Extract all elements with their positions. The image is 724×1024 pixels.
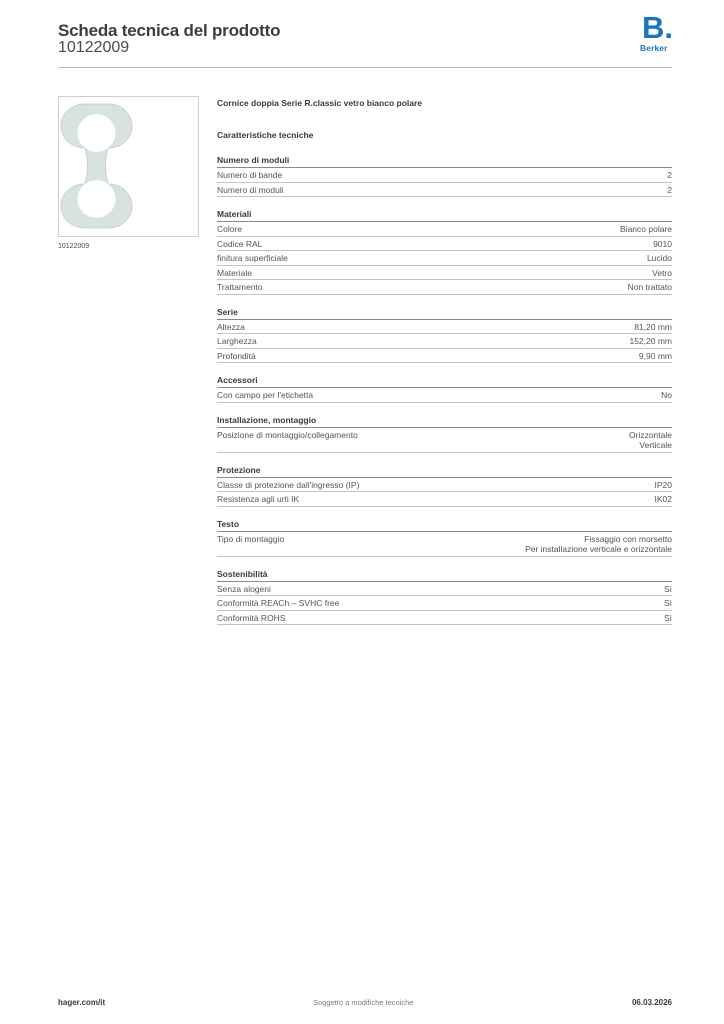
- spec-value-line: Per installazione verticale e orizzontale: [525, 544, 672, 554]
- section-heading: Testo: [217, 518, 672, 532]
- spec-value: [664, 613, 672, 624]
- double-frame-image: [59, 97, 198, 236]
- spec-label: Numero di bande: [217, 170, 283, 180]
- section-heading: Numero di moduli: [217, 154, 672, 168]
- tech-heading: Caratteristiche tecniche: [217, 130, 314, 140]
- spec-value-line: IK02: [654, 494, 672, 504]
- section-heading: Serie: [217, 306, 672, 320]
- spec-section: [217, 374, 672, 403]
- spec-value-line: Fissaggio con morsetto: [584, 533, 672, 544]
- spec-sections: [217, 154, 672, 625]
- spec-label: Materiale: [217, 267, 252, 278]
- spec-section: [217, 208, 672, 295]
- spec-label: finitura superficiale: [217, 253, 288, 263]
- spec-value: [647, 253, 672, 264]
- spec-value: [620, 224, 672, 235]
- spec-value: [639, 351, 672, 362]
- spec-value: [652, 268, 672, 279]
- product-image-box: [58, 96, 199, 237]
- spec-label: Classe di protezione dall'ingresso (IP): [217, 479, 360, 490]
- frame-opening-bottom: [78, 180, 116, 218]
- spec-row: [217, 222, 672, 237]
- spec-label: Codice RAL: [217, 238, 263, 249]
- spec-row: [217, 266, 672, 281]
- spec-value-line: Orizzontale: [629, 429, 672, 440]
- spec-section: [217, 568, 672, 626]
- spec-row: [217, 251, 672, 266]
- header-divider: [58, 67, 672, 68]
- spec-row: [217, 334, 672, 349]
- spec-content: [217, 96, 672, 625]
- footer-date: 06.03.2026: [631, 998, 672, 1007]
- spec-row: [217, 428, 672, 453]
- spec-value: [661, 390, 672, 401]
- spec-row: [217, 168, 672, 183]
- spec-label: Con campo per l'etichetta: [217, 390, 314, 400]
- spec-section: [217, 414, 672, 453]
- spec-value: [525, 534, 672, 555]
- spec-label: Senza alogeni: [217, 583, 271, 594]
- section-heading: Sostenibilità: [217, 568, 672, 582]
- spec-row: [217, 349, 672, 364]
- spec-label: Conformità REACh – SVHC free: [217, 598, 340, 608]
- spec-value-line: IP20: [654, 479, 672, 490]
- spec-label: Larghezza: [217, 336, 257, 346]
- spec-row: [217, 388, 672, 403]
- spec-value: [655, 480, 673, 491]
- logo-letter: B.: [642, 10, 673, 45]
- spec-value: [664, 598, 672, 609]
- berker-logo: [640, 10, 674, 56]
- spec-row: [217, 611, 672, 626]
- spec-row: [217, 492, 672, 507]
- spec-value-line: Sì: [663, 598, 672, 608]
- spec-value: [634, 322, 672, 333]
- spec-label: Conformità ROHS: [217, 612, 286, 623]
- spec-value-line: Sì: [663, 612, 672, 623]
- spec-label: Tipo di montaggio: [217, 533, 285, 544]
- spec-value: [667, 170, 672, 181]
- spec-value-line: 2: [667, 184, 672, 195]
- spec-label: Altezza: [217, 321, 245, 332]
- spec-value-line: Lucido: [646, 253, 672, 263]
- logo-wordmark: Berker: [640, 43, 668, 53]
- spec-row: [217, 596, 672, 611]
- product-number: 10122009: [58, 39, 130, 56]
- spec-label: Numero di moduli: [217, 184, 284, 195]
- spec-value-line: Sì: [663, 583, 672, 594]
- spec-value: [655, 494, 673, 505]
- spec-row: [217, 532, 672, 557]
- spec-value-line: Bianco polare: [620, 224, 672, 234]
- footer-website: hager.com/it: [58, 998, 106, 1007]
- spec-value: [667, 185, 672, 196]
- spec-label: Profondità: [217, 350, 256, 361]
- spec-value-line: 81,20 mm: [634, 321, 672, 332]
- page-title: Scheda tecnica del prodotto: [58, 21, 281, 40]
- spec-section: [217, 154, 672, 197]
- spec-section: [217, 306, 672, 364]
- spec-value: [628, 282, 672, 293]
- frame-opening-top: [78, 114, 116, 152]
- spec-label: Trattamento: [217, 282, 263, 292]
- spec-section: [217, 464, 672, 507]
- spec-value: [653, 239, 672, 250]
- spec-value-line: 2: [667, 170, 672, 180]
- section-heading: Protezione: [217, 464, 672, 478]
- spec-value-line: Non trattato: [627, 282, 672, 292]
- spec-row: [217, 320, 672, 335]
- spec-value-line: 9010: [653, 238, 672, 249]
- spec-value: [629, 336, 672, 347]
- spec-row: [217, 237, 672, 252]
- spec-value-line: No: [661, 390, 672, 400]
- spec-row: [217, 183, 672, 198]
- spec-value: [629, 430, 672, 451]
- section-heading: Installazione, montaggio: [217, 414, 672, 428]
- spec-value: [664, 584, 672, 595]
- spec-value-line: Vetro: [652, 267, 672, 278]
- image-caption: 10122009: [58, 243, 90, 250]
- section-heading: Accessori: [217, 374, 672, 388]
- spec-row: [217, 582, 672, 597]
- product-title: Cornice doppia Serie R.classic vetro bianco polare: [217, 98, 423, 108]
- section-heading: Materiali: [217, 208, 672, 222]
- spec-value-line: 152,20 mm: [629, 336, 672, 346]
- spec-label: Colore: [217, 224, 243, 234]
- spec-section: [217, 518, 672, 557]
- spec-value-line: Verticale: [639, 440, 672, 450]
- spec-row: [217, 280, 672, 295]
- footer-note: Soggetto a modifiche tecniche: [313, 998, 414, 1007]
- spec-row: [217, 478, 672, 493]
- spec-label: Posizione di montaggio/collegamento: [217, 429, 358, 440]
- spec-value-line: 9,90 mm: [638, 350, 672, 361]
- spec-label: Resistenza agli urti IK: [217, 494, 300, 504]
